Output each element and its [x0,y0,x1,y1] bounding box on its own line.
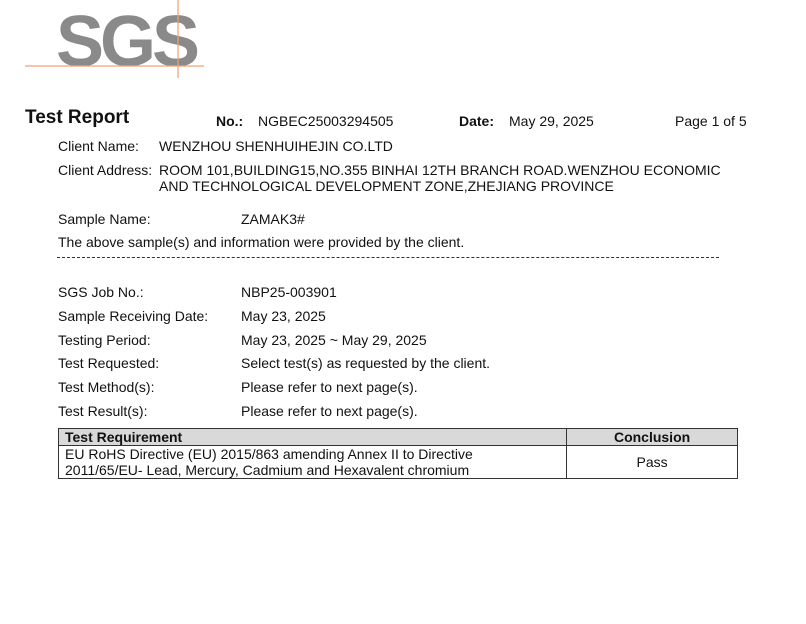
requirement-line: EU RoHS Directive (EU) 2015/863 amending Annex II to Directive [65,446,473,462]
sample-note: The above sample(s) and information were provided by the client. [58,234,465,250]
report-number-label: No.: [216,113,244,129]
requirement-line: 2011/65/EU- Lead, Mercury, Cadmium and Hexavalent chromium [65,462,470,478]
column-header-test-requirement: Test Requirement [59,429,567,446]
sample-name: ZAMAK3# [241,211,305,227]
dashed-divider [57,257,719,258]
client-address-label: Client Address: [58,162,153,178]
detail-value: NBP25-003901 [241,284,337,300]
sample-name-label: Sample Name: [58,211,151,227]
report-date: May 29, 2025 [509,113,594,129]
client-name-label: Client Name: [58,138,139,154]
column-header-conclusion: Conclusion [567,429,738,446]
detail-label: SGS Job No.: [58,284,144,300]
table-row [59,446,738,479]
client-name: WENZHOU SHENHUIHEJIN CO.LTD [159,138,393,154]
detail-value: May 23, 2025 ~ May 29, 2025 [241,332,427,348]
detail-label: Test Method(s): [58,379,155,395]
requirement-cell [59,446,567,479]
detail-value: May 23, 2025 [241,308,326,324]
detail-label: Test Requested: [58,355,160,371]
detail-label: Test Result(s): [58,403,148,419]
page-indicator: Page 1 of 5 [675,113,747,129]
sgs-logo-text: SGS [56,2,197,80]
detail-label: Sample Receiving Date: [58,308,209,324]
test-requirements-table [58,428,738,479]
detail-value: Please refer to next page(s). [241,403,418,419]
client-address-line2: AND TECHNOLOGICAL DEVELOPMENT ZONE,ZHEJIANG PROVINCE [159,178,614,194]
report-date-label: Date: [459,113,495,129]
client-address-line1: ROOM 101,BUILDING15,NO.355 BINHAI 12TH BRANCH ROAD.WENZHOU ECONOMIC [159,162,721,178]
sgs-logo [22,0,206,80]
detail-value: Select test(s) as requested by the client. [241,355,491,371]
conclusion-cell: Pass [567,446,738,479]
report-number: NGBEC25003294505 [258,113,394,129]
detail-label: Testing Period: [58,332,151,348]
report-title: Test Report [25,107,130,128]
detail-value: Please refer to next page(s). [241,379,418,395]
table-header-row [59,429,738,446]
